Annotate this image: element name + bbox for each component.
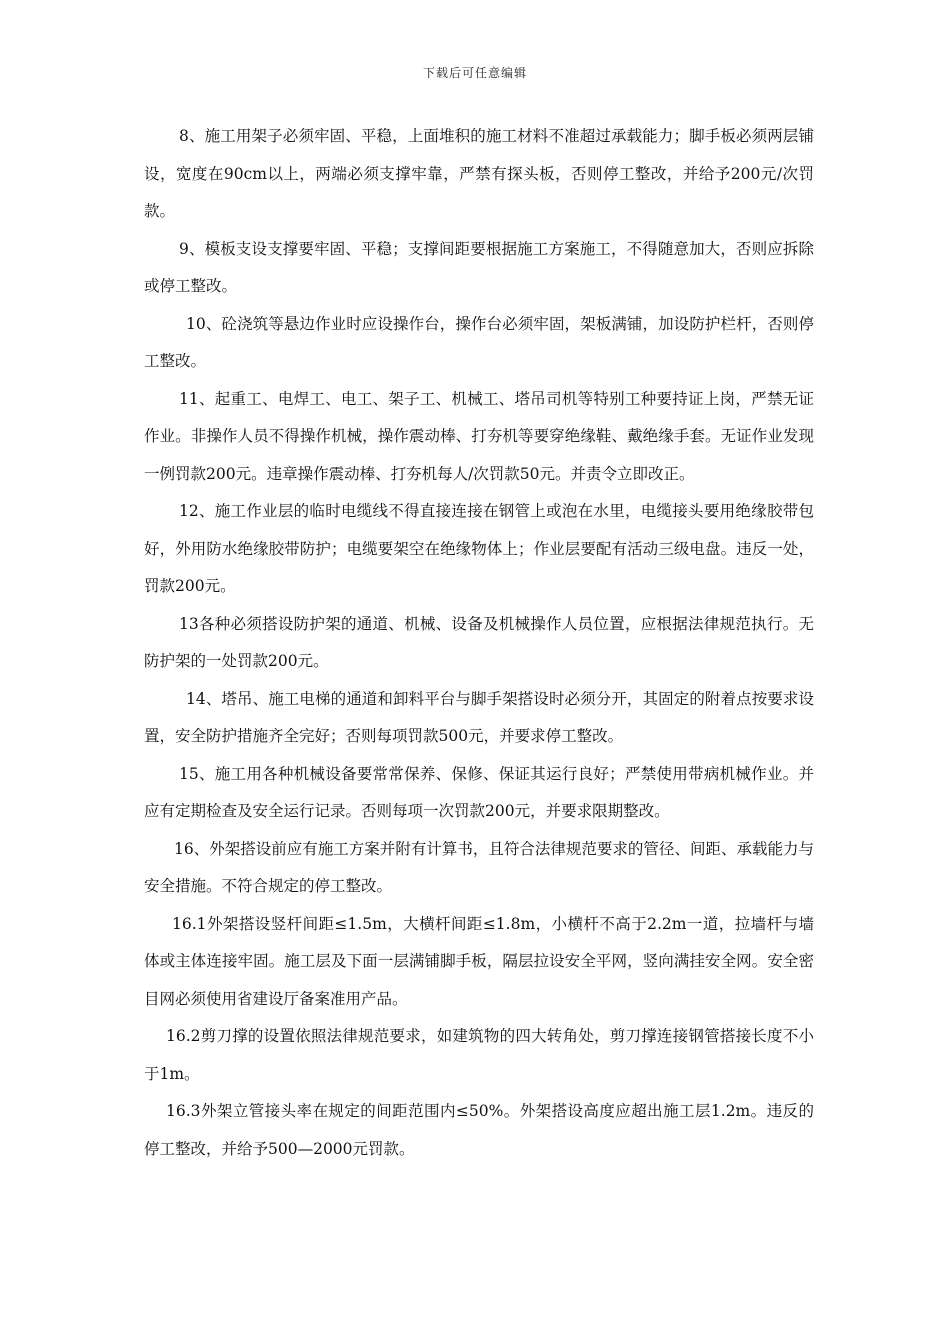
paragraph-item-8: 8、施工用架子必须牢固、平稳，上面堆积的施工材料不准超过承载能力；脚手板必须两层铺设，宽度在90cm以上，两端必须支撑牢靠，严禁有探头板，否则停工整改，并给予200元/次罚款。 xyxy=(144,127,814,220)
paragraph-item-13: 13各种必须搭设防护架的通道、机械、设备及机械操作人员位置，应根据法律规范执行。无防护架的一处罚款200元。 xyxy=(144,614,814,670)
paragraph-item-16-2: 16.2剪刀撑的设置依照法律规范要求，如建筑物的四大转角处，剪刀撑连接钢管搭接长度不小于1m。 xyxy=(144,1027,814,1083)
paragraph-item-10: 10、砼浇筑等悬边作业时应设操作台，操作台必须牢固，架板满铺，加设防护栏杆，否则停工整改。 xyxy=(144,314,814,370)
paragraph-item-16-1: 16.1外架搭设竖杆间距≤1.5m，大横杆间距≤1.8m，小横杆不高于2.2m一道，拉墙杆与墙体或主体连接牢固。施工层及下面一层满铺脚手板，隔层拉设安全平网，竖向满挂安全网。安全密目网必须使用省建设厅备案准用产品。 xyxy=(144,914,814,1008)
paragraph-item-11: 11、起重工、电焊工、电工、架子工、机械工、塔吊司机等特别工种要持证上岗，严禁无证作业。非操作人员不得操作机械，操作震动棒、打夯机等要穿绝缘鞋、戴绝缘手套。无证作业发现一例罚款200元。违章操作震动棒、打夯机每人/次罚款50元。并责令立即改正。 xyxy=(144,389,814,483)
paragraph-item-16-3: 16.3外架立管接头率在规定的间距范围内≤50%。外架搭设高度应超出施工层1.2m。违反的停工整改，并给予500—2000元罚款。 xyxy=(144,1102,814,1158)
paragraph-item-12: 12、施工作业层的临时电缆线不得直接连接在钢管上或泡在水里，电缆接头要用绝缘胶带包好，外用防水绝缘胶带防护；电缆要架空在绝缘物体上；作业层要配有活动三级电盘。违反一处，罚款200元。 xyxy=(144,502,814,595)
page-header-note: 下载后可任意编辑 xyxy=(422,66,527,80)
paragraph-item-15: 15、施工用各种机械设备要常常保养、保修、保证其运行良好；严禁使用带病机械作业。并应有定期检查及安全运行记录。否则每项一次罚款200元，并要求限期整改。 xyxy=(144,764,814,820)
paragraph-item-16: 16、外架搭设前应有施工方案并附有计算书，且符合法律规范要求的管径、间距、承载能力与安全措施。不符合规定的停工整改。 xyxy=(144,839,814,895)
paragraph-item-14: 14、塔吊、施工电梯的通道和卸料平台与脚手架搭设时必须分开，其固定的附着点按要求设置，安全防护措施齐全完好；否则每项罚款500元，并要求停工整改。 xyxy=(144,689,814,745)
document-body xyxy=(144,118,814,1168)
paragraph-item-9: 9、模板支设支撑要牢固、平稳；支撑间距要根据施工方案施工，不得随意加大，否则应拆除或停工整改。 xyxy=(144,239,814,295)
